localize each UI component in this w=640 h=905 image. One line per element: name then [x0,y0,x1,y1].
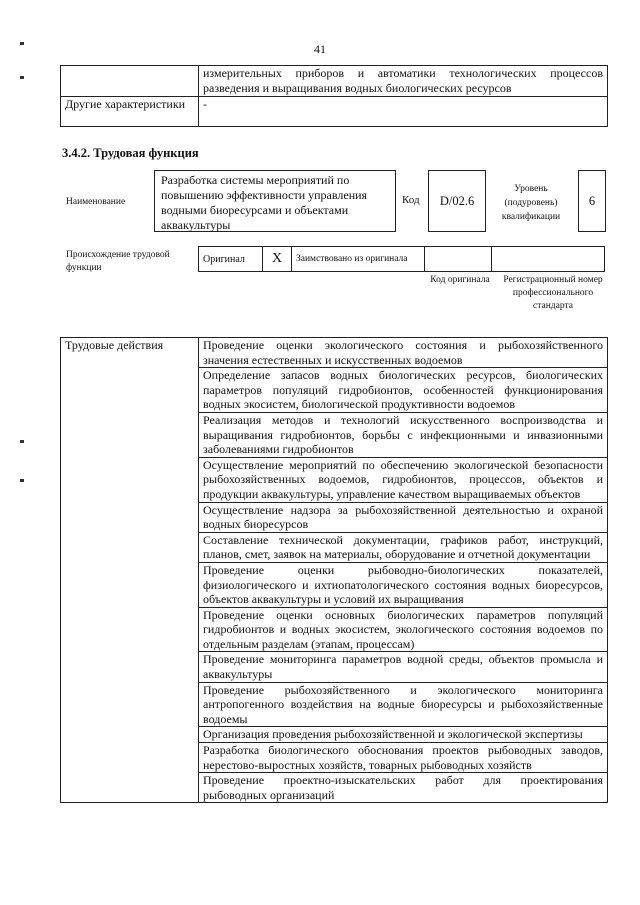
original-mark: X [263,247,292,272]
reg-number-cell [492,247,605,272]
origin-table [198,246,605,272]
code-original-cell [425,247,492,272]
labor-action: Реализация методов и технологий искусственного воспроизводства и выращивания гидробионтов, борьбы с инфекционными и инвазионными заболеваниями гидробионтов [199,412,608,457]
characteristics-table [60,65,608,127]
scan-mark [20,76,24,79]
labor-action: Проведение оценки рыбоводно-биологических показателей, физиологического и ихтиопатологического состояния водных биоресурсов, объектов аквакультуры и условий их выращивания [199,562,608,607]
labor-action: Организация проведения рыбохозяйственной и экологической экспертизы [199,727,608,743]
labor-action: Осуществление мероприятий по обеспечению экологической безопасности рыбохозяйственных водоемов, гидробионтов, процессов, объектов и продукции аквакультуры, управление качеством выращиваемых объектов [199,457,608,502]
labor-action: Осуществление надзора за рыбохозяйственной деятельностью и охраной водных биоресурсов [199,502,608,532]
level-label: Уровень (подуровень) квалификации [501,184,561,222]
origin-label: Происхождение трудовой функции [66,250,170,273]
labor-action: Проведение проектно-изыскательских работ для проектирования рыбоводных организаций [199,773,608,803]
code-caption: Код оригинала [430,275,490,285]
scan-mark [20,440,24,443]
labor-action: Определение запасов водных биологических ресурсов, биологических параметров популяций гидробионтов, особенностей функционирования водных экосистем, биологической продуктивности водоемов [199,368,608,413]
original-label: Оригинал [199,247,263,272]
labor-action: Разработка биологического обоснования проектов рыбоводных заводов, нерестово-выростных хозяйств, товарных рыбоводных хозяйств [199,743,608,773]
function-name: Разработка системы мероприятий по повышению эффективности управления водными биоресурсами и объектами аквакультуры [154,170,396,232]
labor-action: Проведение оценки экологического состояния и рыбохозяйственного значения естественных и искусственных водоемов [199,338,608,368]
labor-action: Проведение мониторинга параметров водной среды, объектов промысла и аквакультуры [199,652,608,682]
labor-actions-table [60,337,608,803]
labor-action: Проведение рыбохозяйственного и экологического мониторинга антропогенного воздействия на водные биоресурсы и рыбохозяйственные водоемы [199,682,608,727]
borrowed-label: Заимствовано из оригинала [292,247,425,272]
page-number: 41 [314,42,326,56]
labor-action: Составление технической документации, графиков работ, инструкций, планов, смет, заявок на материалы, оборудование и отчетной документации [199,532,608,562]
empty-cell [61,66,199,97]
cont-text: измерительных приборов и автоматики технологических процессов разведения и выращивания водных биологических ресурсов [199,66,608,97]
reg-caption: Регистрационный номер профессионального стандарта [503,275,603,311]
name-label: Наименование [66,197,126,207]
other-value: - [199,97,608,127]
other-label: Другие характеристики [61,97,199,127]
scan-mark [20,479,24,482]
level-value: 6 [578,170,606,232]
labor-actions-label: Трудовые действия [61,338,199,803]
code-value: D/02.6 [428,170,486,232]
labor-action: Проведение оценки основных биологических параметров популяций гидробионтов и водных экосистем, экологического состояния водоемов по отдельным разделам (этапам, процессам) [199,607,608,652]
section-heading: 3.4.2. Трудовая функция [62,146,199,160]
code-label: Код [402,194,420,206]
